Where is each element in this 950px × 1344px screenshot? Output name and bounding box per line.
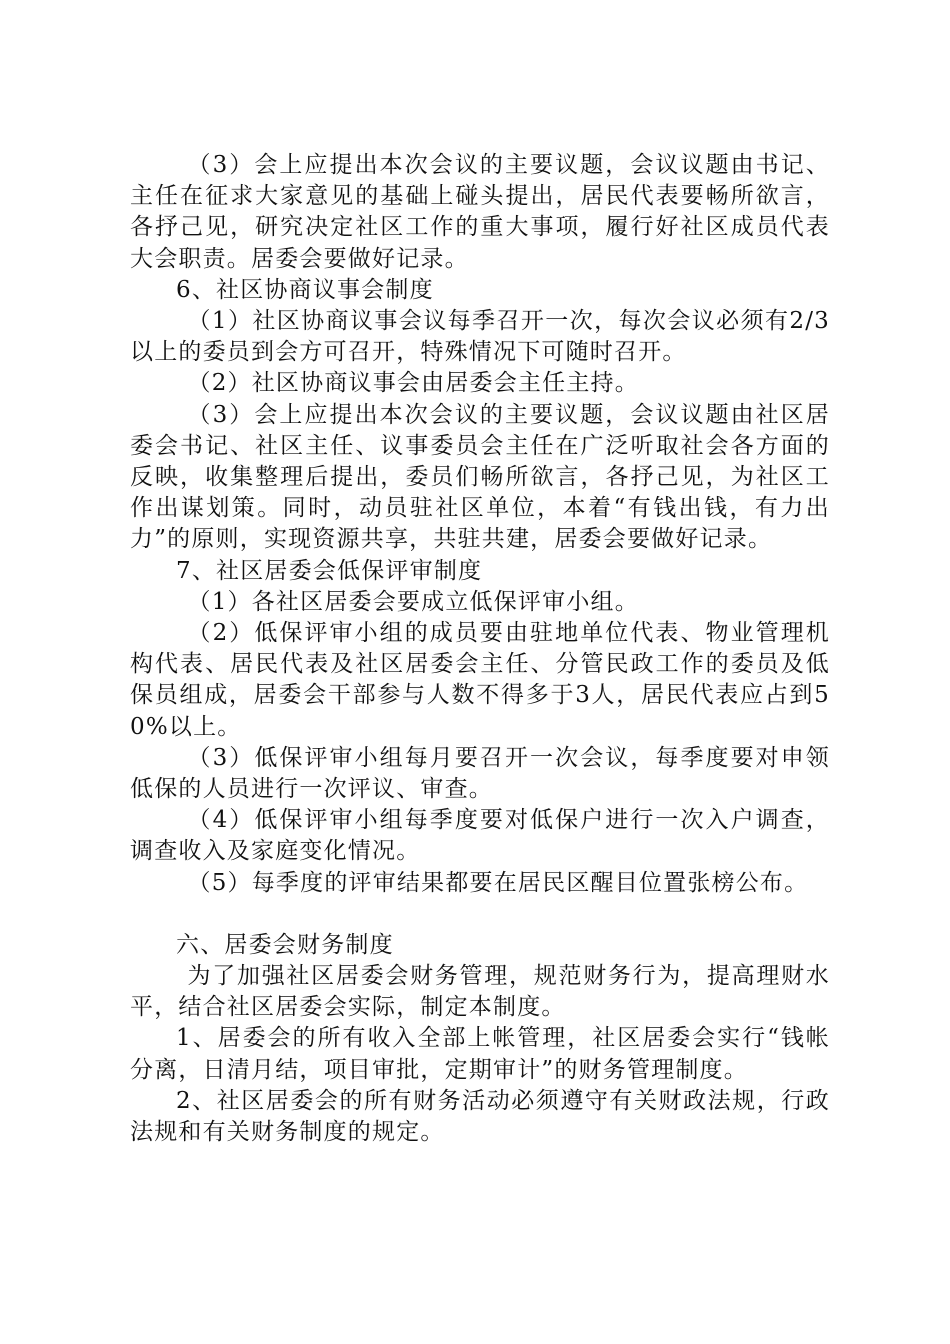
paragraph: （1）各社区居委会要成立低保评审小组。 (187, 588, 639, 615)
section-heading: 7、社区居委会低保评审制度 (176, 557, 483, 584)
document-page (130, 150, 830, 1148)
section-heading: 6、社区协商议事会制度 (176, 276, 434, 303)
paragraph: （3）会上应提出本次会议的主要议题，会议议题由社区居委会书记、社区主任、议事委员会主任在广泛听取社会各方面的反映，收集整理后提出，委员们畅所欲言，各抒己见，为社区工作出谋划策。同时，动员驻社区单位，本着“有钱出钱，有力出力”的原则，实现资源共享，共驻共建，居委会要做好记录。 (130, 401, 830, 553)
paragraph: （5）每季度的评审结果都要在居民区醒目位置张榜公布。 (187, 869, 809, 896)
chapter-heading: 六、居委会财务制度 (176, 931, 394, 958)
paragraph: （3）会上应提出本次会议的主要议题，会议议题由书记、主任在征求大家意见的基础上碰头提出，居民代表要畅所欲言，各抒己见，研究决定社区工作的重大事项，履行好社区成员代表大会职责。居委会要做好记录。 (130, 152, 830, 272)
paragraph: 为了加强社区居委会财务管理，规范财务行为，提高理财水平，结合社区居委会实际，制定本制度。 (130, 963, 830, 1021)
paragraph: （1）社区协商议事会议每季召开一次，每次会议必须有2/3以上的委员到会方可召开，特殊情况下可随时召开。 (130, 308, 830, 366)
paragraph: （2）低保评审小组的成员要由驻地单位代表、物业管理机构代表、居民代表及社区居委会主任、分管民政工作的委员及低保员组成，居委会干部参与人数不得多于3人，居民代表应占到50%以上。 (130, 620, 830, 740)
paragraph: 1、居委会的所有收入全部上帐管理，社区居委会实行“钱帐分离，日清月结，项目审批，定期审计”的财务管理制度。 (130, 1025, 830, 1083)
paragraph: （2）社区协商议事会由居委会主任主持。 (187, 370, 639, 397)
paragraph: （4）低保评审小组每季度要对低保户进行一次入户调查，调查收入及家庭变化情况。 (130, 807, 830, 865)
paragraph: 2、社区居委会的所有财务活动必须遵守有关财政法规，行政法规和有关财务制度的规定。 (130, 1087, 830, 1146)
paragraph: （3）低保评审小组每月要召开一次会议，每季度要对申领低保的人员进行一次评议、审查。 (130, 744, 830, 803)
blank-line (130, 899, 830, 930)
